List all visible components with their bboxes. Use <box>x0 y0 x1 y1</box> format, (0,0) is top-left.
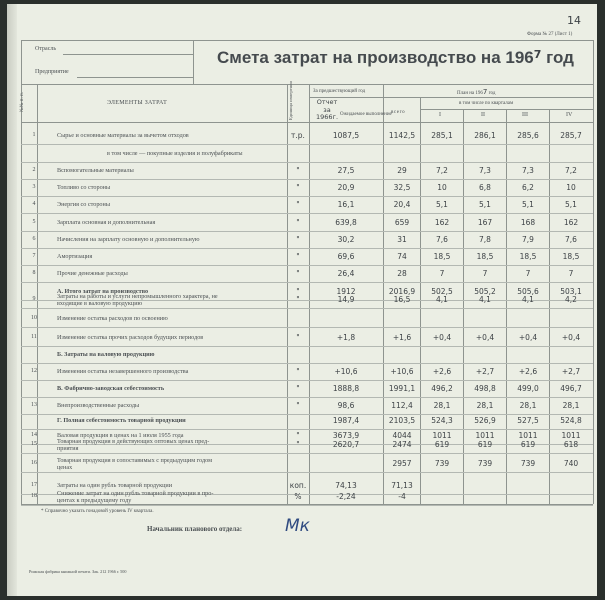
row-label <box>57 219 155 226</box>
quarter-3-cell: 1011 <box>518 431 538 440</box>
quarter-3-cell: 499,0 <box>517 384 539 393</box>
row-number: 14 <box>31 432 37 438</box>
row-label-line: Г. Полная себестоимость товарной продукции <box>57 417 186 424</box>
row-number: 7 <box>32 253 36 259</box>
quarter-2-cell: 505,2 <box>474 287 496 296</box>
row-label-line: приятия <box>57 445 79 452</box>
quarter-3-cell: 7,9 <box>522 235 534 244</box>
unit-cell: " <box>296 384 300 393</box>
row-label-line: Изменения остатка незавершенного производства <box>57 368 189 375</box>
plan-total-cell: 112,4 <box>391 401 413 410</box>
row-label-line: в том числе — покупные изделия и полуфабрикаты <box>107 150 243 157</box>
row-label <box>57 438 209 452</box>
row-number: 10 <box>31 315 37 321</box>
column-header-prev-sub: Ожидаемое выполнение <box>340 112 392 117</box>
row-label <box>57 236 200 243</box>
row-label <box>107 150 243 157</box>
row-divider <box>21 196 593 197</box>
row-label <box>57 167 134 174</box>
row-label-line: Топливо со стороны <box>57 184 111 191</box>
row-label-line: Вспомогательные материалы <box>57 167 134 174</box>
row-number: 15 <box>31 441 37 447</box>
prev-year-cell: -2,24 <box>336 492 356 501</box>
quarter-1-cell: 10 <box>437 183 447 192</box>
unit-cell: " <box>296 235 300 244</box>
row-label-line: Б. Затраты на валовую продукцию <box>57 351 155 358</box>
quarter-label-3: III <box>522 112 528 118</box>
row-label <box>57 482 172 489</box>
row-label <box>57 132 189 139</box>
row-label-line: Зарплата основная и дополнительная <box>57 219 156 226</box>
row-divider <box>21 327 593 328</box>
quarter-4-cell: 524,8 <box>560 416 582 425</box>
row-label-line: А. Итого затрат на производство <box>57 288 149 295</box>
unit-cell: " <box>296 295 300 304</box>
quarter-4-cell: 162 <box>563 218 579 227</box>
quarter-2-cell: 28,1 <box>476 401 494 410</box>
quarter-4-cell: 28,1 <box>562 401 580 410</box>
row-label <box>57 184 110 191</box>
row-number: 11 <box>31 334 37 340</box>
row-divider <box>21 453 593 454</box>
quarter-4-cell: 496,7 <box>560 384 582 393</box>
row-label-line: В. Фабрично-заводская себестоимость <box>57 385 165 392</box>
quarter-3-cell: 7 <box>525 269 531 278</box>
quarter-label-1: I <box>439 112 441 118</box>
row-label <box>57 293 218 307</box>
row-label-line: входящие в валовую продукцию <box>57 300 143 307</box>
row-number: 1 <box>32 132 36 138</box>
form-label: Форма № 27 (Лист 1) <box>527 32 573 37</box>
quarter-3-cell: 5,1 <box>522 200 534 209</box>
plan-total-cell: 659 <box>394 218 410 227</box>
row-number: 16 <box>31 460 37 466</box>
row-number: 5 <box>32 219 36 225</box>
quarter-3-cell: 7,3 <box>522 166 534 175</box>
quarter-4-cell: 503,1 <box>560 287 582 296</box>
row-label <box>57 490 213 504</box>
row-number: 2 <box>32 167 36 173</box>
row-divider <box>21 308 593 309</box>
quarter-3-cell: 285,6 <box>517 131 539 140</box>
quarter-2-cell: 7 <box>482 269 488 278</box>
row-number: 12 <box>31 368 37 374</box>
field-label-enterprise: Предприятие <box>35 69 69 75</box>
unit-cell: " <box>296 431 300 440</box>
quarter-1-cell: 496,2 <box>431 384 453 393</box>
quarter-2-cell: 5,1 <box>479 200 491 209</box>
page-title: Смета затрат на производство на $196^7$ год <box>217 48 574 67</box>
quarter-4-cell: 740 <box>563 459 579 468</box>
unit-cell: " <box>296 367 300 376</box>
quarter-1-cell: 524,3 <box>431 416 453 425</box>
row-number: 18 <box>31 493 37 499</box>
row-number: 9 <box>32 296 36 302</box>
row-divider <box>21 380 593 381</box>
row-label-line: Товарная продукция в действующих оптовых ценах пред- <box>57 438 210 445</box>
form-sheet <box>7 4 597 596</box>
row-label-line: Амортизация <box>57 253 93 260</box>
quarter-1-cell: 502,5 <box>431 287 453 296</box>
plan-total-cell: -4 <box>398 492 406 501</box>
quarter-4-cell: 7,2 <box>565 166 577 175</box>
quarter-1-cell: 1011 <box>432 431 452 440</box>
unit-cell: " <box>296 218 300 227</box>
row-label <box>57 315 168 322</box>
unit-cell: " <box>296 401 300 410</box>
quarter-3-cell: 6,2 <box>522 183 534 192</box>
quarter-4-cell: 618 <box>563 440 579 449</box>
plan-total-cell: 4044 <box>392 431 412 440</box>
plan-total-cell: 2103,5 <box>388 416 416 425</box>
signature: Мк <box>285 516 310 536</box>
row-label <box>57 253 92 260</box>
quarter-2-cell: 167 <box>477 218 493 227</box>
quarter-1-cell: +2,6 <box>432 367 452 376</box>
quarter-4-cell: +2,7 <box>561 367 581 376</box>
column-header-number: №№ п. п. <box>20 92 25 112</box>
row-label-line: Затраты на один рубль товарной продукции <box>57 482 173 489</box>
row-label-line: Снижение затрат на один рубль товарной продукции в про- <box>57 490 214 497</box>
quarter-2-cell: 7,8 <box>479 235 491 244</box>
prev-year-cell: 1912 <box>336 287 356 296</box>
quarter-2-cell: 4,1 <box>479 295 491 304</box>
row-label-line: Изменение остатка расходов по освоению <box>57 315 168 322</box>
quarter-1-cell: 7,6 <box>436 235 448 244</box>
row-divider <box>21 505 593 506</box>
signature-label: Начальник планового отдела: <box>147 525 243 533</box>
quarter-4-cell: 7 <box>568 269 574 278</box>
plan-total-cell: 28 <box>397 269 407 278</box>
row-divider <box>21 248 593 249</box>
row-divider <box>21 231 593 232</box>
row-number: 13 <box>31 402 37 408</box>
quarter-2-cell: 498,8 <box>474 384 496 393</box>
row-divider <box>21 144 593 145</box>
quarter-2-cell: 18,5 <box>476 252 494 261</box>
quarter-3-cell: 168 <box>520 218 536 227</box>
unit-cell: " <box>296 440 300 449</box>
quarter-3-cell: 4,1 <box>522 295 534 304</box>
quarter-2-cell: 619 <box>477 440 493 449</box>
column-header-total: всего <box>391 110 406 115</box>
row-divider <box>21 429 593 430</box>
plan-total-cell: 2016,9 <box>388 287 416 296</box>
quarter-2-cell: 7,3 <box>479 166 491 175</box>
quarter-2-cell: 286,1 <box>474 131 496 140</box>
quarter-2-cell: 739 <box>477 459 493 468</box>
row-label-line: Сырье и основные материалы за вычетом отходов <box>57 132 189 139</box>
row-divider <box>21 346 593 347</box>
quarter-3-cell: 527,5 <box>517 416 539 425</box>
row-divider <box>21 213 593 214</box>
prev-year-cell: 98,6 <box>337 401 355 410</box>
binding-edge <box>7 4 17 596</box>
row-label <box>57 334 203 341</box>
quarter-1-cell: 7,2 <box>436 166 448 175</box>
quarter-4-cell: 285,7 <box>560 131 582 140</box>
quarter-4-cell: +0,4 <box>561 333 581 342</box>
prev-year-cell: 69,6 <box>337 252 355 261</box>
row-number: 17 <box>31 482 37 488</box>
plan-total-cell: 2957 <box>392 459 412 468</box>
row-label-line: Прочие денежные расходы <box>57 270 128 277</box>
unit-cell: " <box>296 269 300 278</box>
prev-year-cell: 27,5 <box>337 166 355 175</box>
row-label-line: центах к предыдущему году <box>57 497 132 504</box>
column-header-unit: Единица измерения <box>288 81 293 120</box>
row-number: 3 <box>32 184 36 190</box>
plan-total-cell: +1,6 <box>392 333 412 342</box>
row-label-line: Начисления на зарплату основную и дополнительную <box>57 236 200 243</box>
unit-cell: коп. <box>289 481 307 490</box>
quarter-4-cell: 10 <box>566 183 576 192</box>
plan-total-cell: 29 <box>397 166 407 175</box>
plan-total-cell: +10,6 <box>390 367 414 376</box>
printer-line: Рижская фабрика книжной печати. Зак. 212 1966 г. 500 <box>29 569 127 574</box>
row-label-line: Изменение остатка прочих расходов будущих периодов <box>57 334 204 341</box>
row-label <box>57 351 154 358</box>
quarter-1-cell: 619 <box>434 440 450 449</box>
prev-year-cell: 1087,5 <box>332 131 360 140</box>
quarter-3-cell: 28,1 <box>519 401 537 410</box>
row-label <box>57 201 110 208</box>
quarter-1-cell: 162 <box>434 218 450 227</box>
prev-year-cell: +1,8 <box>336 333 356 342</box>
unit-cell: " <box>296 200 300 209</box>
prev-year-cell: 30,2 <box>337 235 355 244</box>
quarter-3-cell: 505,6 <box>517 287 539 296</box>
quarter-4-cell: 18,5 <box>562 252 580 261</box>
row-divider <box>21 265 593 266</box>
row-number: 6 <box>32 236 36 242</box>
quarter-1-cell: 7 <box>439 269 445 278</box>
field-label-industry: Отрасль <box>35 46 57 52</box>
row-label-line: Затраты на работы и услуги непромышленного характера, не <box>57 293 218 300</box>
quarter-label-4: IV <box>566 112 573 118</box>
row-divider <box>21 282 593 283</box>
quarter-2-cell: 6,8 <box>479 183 491 192</box>
quarter-1-cell: 739 <box>434 459 450 468</box>
quarter-2-cell: 1011 <box>475 431 495 440</box>
plan-total-cell: 31 <box>397 235 407 244</box>
quarter-3-cell: 739 <box>520 459 536 468</box>
row-label-line: Валовая продукция в ценах на 1 июля 1955 года <box>57 432 184 439</box>
row-divider <box>21 397 593 398</box>
column-header-prev-year: За предшествующий год <box>313 89 366 94</box>
row-label <box>57 417 186 424</box>
footnote: * Справочно указать гонадовой уровень IV квартала. <box>41 509 154 514</box>
plan-total-cell: 71,13 <box>391 481 413 490</box>
quarter-3-cell: 619 <box>520 440 536 449</box>
unit-cell: " <box>296 252 300 261</box>
unit-cell: " <box>296 333 300 342</box>
quarter-4-cell: 1011 <box>561 431 581 440</box>
unit-cell: т.р. <box>291 131 305 140</box>
column-header-plan: План на 1967 год <box>457 88 496 96</box>
row-divider <box>21 472 593 473</box>
plan-total-cell: 20,4 <box>393 200 411 209</box>
unit-cell: " <box>296 183 300 192</box>
quarter-4-cell: 4,2 <box>565 295 577 304</box>
row-label <box>57 368 188 375</box>
prev-year-cell: 639,8 <box>335 218 357 227</box>
quarter-1-cell: 28,1 <box>433 401 451 410</box>
quarter-1-cell: 285,1 <box>431 131 453 140</box>
prev-year-cell: 16,1 <box>337 200 355 209</box>
quarter-2-cell: +2,7 <box>475 367 495 376</box>
row-label <box>57 270 128 277</box>
row-divider <box>21 414 593 415</box>
prev-year-cell: 74,13 <box>335 481 357 490</box>
plan-total-cell: 16,5 <box>393 295 411 304</box>
quarter-3-cell: 18,5 <box>519 252 537 261</box>
column-header-elements: ЭЛЕМЕНТЫ ЗАТРАТ <box>107 100 168 106</box>
quarter-2-cell: +0,4 <box>475 333 495 342</box>
page-number: 14 <box>567 14 581 27</box>
quarter-2-cell: 526,9 <box>474 416 496 425</box>
row-label-line: Товарная продукция в сопоставимых с предыдущим годом <box>57 457 212 464</box>
plan-total-cell: 74 <box>397 252 407 261</box>
unit-cell: " <box>296 166 300 175</box>
row-label <box>57 457 212 471</box>
row-label-line: Внепроизводственные расходы <box>57 402 140 409</box>
prev-year-cell: 14,9 <box>337 295 355 304</box>
prev-year-cell: 1987,4 <box>332 416 360 425</box>
row-label-line: Энергия со стороны <box>57 201 110 208</box>
prev-year-cell: +10,6 <box>334 367 358 376</box>
quarter-4-cell: 5,1 <box>565 200 577 209</box>
quarter-1-cell: 18,5 <box>433 252 451 261</box>
prev-year-cell: 20,9 <box>337 183 355 192</box>
row-divider <box>21 179 593 180</box>
quarter-1-cell: 5,1 <box>436 200 448 209</box>
prev-year-cell: 1888,8 <box>332 384 360 393</box>
row-label <box>57 385 164 392</box>
row-divider <box>21 162 593 163</box>
quarter-4-cell: 7,6 <box>565 235 577 244</box>
quarter-1-cell: +0,4 <box>432 333 452 342</box>
quarter-3-cell: +2,6 <box>518 367 538 376</box>
column-header-quarters: в том числе по кварталам <box>459 101 514 106</box>
quarter-3-cell: +0,4 <box>518 333 538 342</box>
plan-total-cell: 32,5 <box>393 183 411 192</box>
prev-year-cell: 26,4 <box>337 269 355 278</box>
prev-year-cell: 3673,9 <box>332 431 360 440</box>
unit-cell: % <box>294 492 302 501</box>
quarter-1-cell: 4,1 <box>436 295 448 304</box>
unit-cell: " <box>296 287 300 296</box>
prev-handwritten-note: Отчет за 1966г. <box>315 98 339 121</box>
quarter-label-2: II <box>481 112 485 118</box>
row-label-line: ценах <box>57 464 73 471</box>
row-label <box>57 402 139 409</box>
plan-total-cell: 1991,1 <box>388 384 416 393</box>
row-number: 4 <box>32 201 36 207</box>
row-divider <box>21 363 593 364</box>
plan-total-cell: 2474 <box>392 440 412 449</box>
plan-total-cell: 1142,5 <box>388 131 416 140</box>
row-number: 8 <box>32 270 36 276</box>
prev-year-cell: 2620,7 <box>332 440 360 449</box>
